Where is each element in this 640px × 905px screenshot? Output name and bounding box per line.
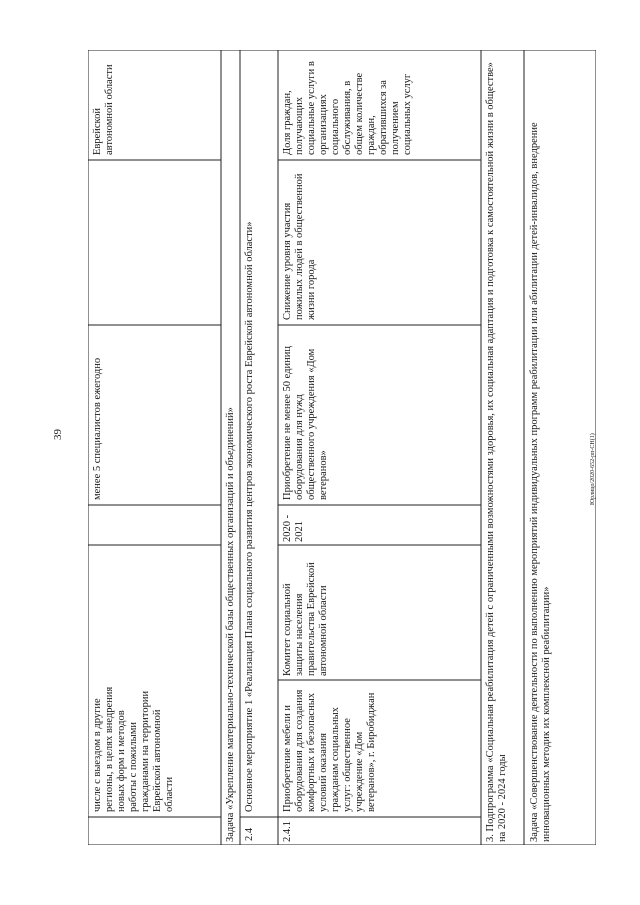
row-2-4-1-result: Приобретение не менее 50 единиц оборудования для нужд общественного учреждения «Дом ветеранов» xyxy=(282,346,329,500)
row-2-4-number: 2.4 xyxy=(244,827,255,841)
row-2-4-text: Основное мероприятие 1 «Реализация Плана социального развития центров экономического роста Еврейской автономной области» xyxy=(244,221,255,812)
top-row-indicator-region: Еврейской автономной области xyxy=(92,64,115,155)
row-2-4-1-executor: Комитет социальной защиты населения правительства Еврейской автономной области xyxy=(282,562,329,676)
task-line-1: Задача «Укрепление материально-технической базы общественных организаций и объединений» xyxy=(225,407,236,842)
row-2-4-1-number: 2.4.1 xyxy=(282,821,293,842)
table-sheet xyxy=(88,50,596,845)
row-2-4-1-risk: Снижение уровня участия пожилых людей в общественной жизни города xyxy=(282,173,317,320)
row-2-4-1-period: 2020 - 2021 xyxy=(282,514,305,542)
task-line-2: Задача «Совершенствование деятельности по выполнению мероприятий индивидуальных программ реабилитации или абилитации детей-инвалидов, внедрение инновационных методик их комплексной реабилитации» xyxy=(529,122,552,842)
page-number: 39 xyxy=(52,429,64,440)
row-2-4-1-name: Приобретение мебели и оборудования для создания комфортных и безопасных условий оказания гражданам социальных услуг: общественное учреждение «Дом ветеранов», г. Биробиджан xyxy=(282,689,377,812)
top-row-name: числе с выездом в другие регионы, в целях внедрения новых форм и методов работы с пожилыми гражданами на территории Еврейской автономной области xyxy=(92,686,175,812)
subprogram-line: 3. Подпрограмма «Социальная реабилитация детей с ограниченными возможностями здоровья, их социальная адаптация и подготовка к самостоятельной жизни в обществе» на 2020 - 2024 годы xyxy=(485,62,508,842)
row-2-4-1-indicator: Доля граждан, получающих социальные услуги в организациях социального обслуживания, в общем количестве граждан, обратившихся за получением социальных услуг xyxy=(282,61,413,155)
top-row-indicator-value: менее 5 специалистов ежегодно xyxy=(92,357,103,500)
footer-code: Юрлицо/2020-652-рп-CH(1) xyxy=(590,433,596,505)
